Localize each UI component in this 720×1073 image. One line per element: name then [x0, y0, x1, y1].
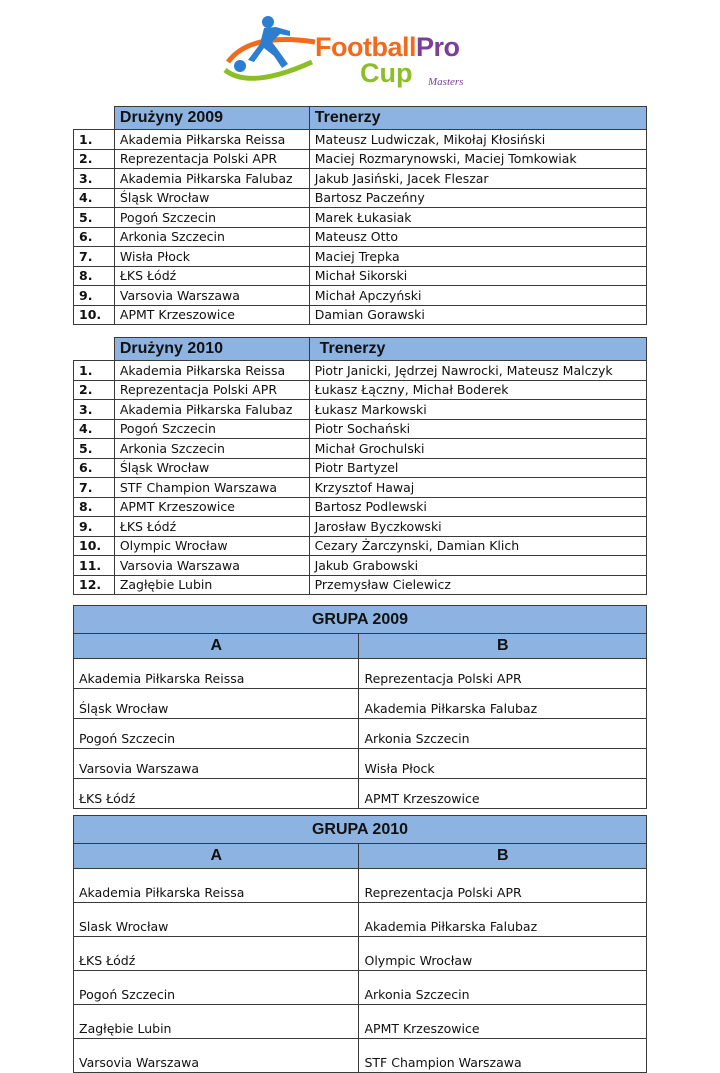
- group-a-team: ŁKS Łódź: [74, 779, 359, 809]
- football-player-icon: [220, 12, 320, 92]
- row-number: 3.: [74, 400, 115, 420]
- team-name: Śląsk Wrocław: [114, 458, 309, 478]
- row-number: 2.: [74, 380, 115, 400]
- teams-2010-header: Drużyny 2010: [114, 338, 309, 361]
- coach-names: Mateusz Otto: [309, 227, 646, 247]
- row-number: 9.: [74, 286, 115, 306]
- table-row: [74, 227, 647, 247]
- group-a-team: Varsovia Warszawa: [74, 1039, 359, 1073]
- table-row: [74, 517, 647, 537]
- row-number: 3.: [74, 169, 115, 189]
- group-2009-title-row: [74, 606, 647, 634]
- group-b-team: Reprezentacja Polski APR: [359, 869, 647, 903]
- team-name: Akademia Piłkarska Reissa: [114, 130, 309, 150]
- table-row: [74, 188, 647, 208]
- coach-names: Piotr Bartyzel: [309, 458, 646, 478]
- team-name: Arkonia Szczecin: [114, 227, 309, 247]
- logo-football: Football: [315, 32, 416, 62]
- coach-names: Marek Łukasiak: [309, 208, 646, 228]
- coach-names: Bartosz Podlewski: [309, 497, 646, 517]
- team-name: Akademia Piłkarska Falubaz: [114, 400, 309, 420]
- row-number: 4.: [74, 188, 115, 208]
- group-2010-col-a: A: [74, 844, 359, 869]
- row-number: 5.: [74, 439, 115, 459]
- table-row: [74, 305, 647, 325]
- group-row: [74, 749, 647, 779]
- table-row: [74, 169, 647, 189]
- table-row: [74, 361, 647, 381]
- group-a-team: Śląsk Wrocław: [74, 689, 359, 719]
- header-blank-cell: [74, 338, 115, 361]
- team-name: Śląsk Wrocław: [114, 188, 309, 208]
- table-row: [74, 419, 647, 439]
- group-row: [74, 869, 647, 903]
- table-row: [74, 458, 647, 478]
- row-number: 10.: [74, 305, 115, 325]
- coach-names: Przemysław Cielewicz: [309, 575, 646, 595]
- table-row: [74, 536, 647, 556]
- table-row: [74, 556, 647, 576]
- group-2010-col-b: B: [359, 844, 647, 869]
- teams-2010-table: [73, 337, 647, 595]
- group-row: [74, 719, 647, 749]
- group-row: [74, 1005, 647, 1039]
- row-number: 6.: [74, 458, 115, 478]
- row-number: 6.: [74, 227, 115, 247]
- team-name: Zagłębie Lubin: [114, 575, 309, 595]
- team-name: Wisła Płock: [114, 247, 309, 267]
- team-name: Varsovia Warszawa: [114, 556, 309, 576]
- row-number: 7.: [74, 247, 115, 267]
- table-row: [74, 380, 647, 400]
- team-name: APMT Krzeszowice: [114, 305, 309, 325]
- group-2009-subheader-row: [74, 634, 647, 659]
- row-number: 5.: [74, 208, 115, 228]
- row-number: 8.: [74, 266, 115, 286]
- group-row: [74, 689, 647, 719]
- group-2009-title: GRUPA 2009: [74, 606, 647, 634]
- teams-2010-header-row: [74, 338, 647, 361]
- group-a-team: Pogoń Szczecin: [74, 971, 359, 1005]
- row-number: 11.: [74, 556, 115, 576]
- team-name: Olympic Wrocław: [114, 536, 309, 556]
- group-row: [74, 903, 647, 937]
- group-b-team: Olympic Wrocław: [359, 937, 647, 971]
- table-row: [74, 575, 647, 595]
- coach-names: Krzysztof Hawaj: [309, 478, 646, 498]
- group-row: [74, 937, 647, 971]
- row-number: 7.: [74, 478, 115, 498]
- group-2009-col-b: B: [359, 634, 647, 659]
- group-a-team: ŁKS Łódź: [74, 937, 359, 971]
- team-name: APMT Krzeszowice: [114, 497, 309, 517]
- row-number: 12.: [74, 575, 115, 595]
- teams-2009-header-row: [74, 107, 647, 130]
- row-number: 10.: [74, 536, 115, 556]
- coach-names: Łukasz Markowski: [309, 400, 646, 420]
- coach-names: Damian Gorawski: [309, 305, 646, 325]
- coach-names: Maciej Rozmarynowski, Maciej Tomkowiak: [309, 149, 646, 169]
- group-b-team: Akademia Piłkarska Falubaz: [359, 903, 647, 937]
- group-a-team: Akademia Piłkarska Reissa: [74, 869, 359, 903]
- team-name: Varsovia Warszawa: [114, 286, 309, 306]
- coach-names: Jakub Jasiński, Jacek Fleszar: [309, 169, 646, 189]
- logo-masters: Masters: [428, 76, 464, 88]
- teams-2009-table: [73, 106, 647, 325]
- team-name: Akademia Piłkarska Reissa: [114, 361, 309, 381]
- group-a-team: Slask Wrocław: [74, 903, 359, 937]
- coach-names: Piotr Janicki, Jędrzej Nawrocki, Mateusz Malczyk: [309, 361, 646, 381]
- group-b-team: Reprezentacja Polski APR: [359, 659, 647, 689]
- table-row: [74, 478, 647, 498]
- group-2010-title-row: [74, 816, 647, 844]
- group-2010-table: [73, 815, 647, 1073]
- group-row: [74, 971, 647, 1005]
- row-number: 4.: [74, 419, 115, 439]
- team-name: Akademia Piłkarska Falubaz: [114, 169, 309, 189]
- group-b-team: APMT Krzeszowice: [359, 779, 647, 809]
- group-a-team: Akademia Piłkarska Reissa: [74, 659, 359, 689]
- team-name: ŁKS Łódź: [114, 266, 309, 286]
- coach-names: Michał Sikorski: [309, 266, 646, 286]
- table-row: [74, 208, 647, 228]
- group-2009-table: [73, 605, 647, 809]
- group-row: [74, 779, 647, 809]
- coach-names: Jarosław Byczkowski: [309, 517, 646, 537]
- coaches-2009-header: Trenerzy: [309, 107, 646, 130]
- table-row: [74, 286, 647, 306]
- header-blank-cell: [74, 107, 115, 130]
- team-name: STF Champion Warszawa: [114, 478, 309, 498]
- group-b-team: Arkonia Szczecin: [359, 971, 647, 1005]
- group-a-team: Varsovia Warszawa: [74, 749, 359, 779]
- coach-names: Michał Apczyński: [309, 286, 646, 306]
- coach-names: Piotr Sochański: [309, 419, 646, 439]
- group-2010-title: GRUPA 2010: [74, 816, 647, 844]
- coach-names: Mateusz Ludwiczak, Mikołaj Kłosiński: [309, 130, 646, 150]
- coach-names: Michał Grochulski: [309, 439, 646, 459]
- row-number: 1.: [74, 130, 115, 150]
- table-row: [74, 247, 647, 267]
- row-number: 1.: [74, 361, 115, 381]
- team-name: Reprezentacja Polski APR: [114, 149, 309, 169]
- group-b-team: STF Champion Warszawa: [359, 1039, 647, 1073]
- group-row: [74, 1039, 647, 1073]
- group-a-team: Zagłębie Lubin: [74, 1005, 359, 1039]
- table-row: [74, 149, 647, 169]
- coach-names: Maciej Trepka: [309, 247, 646, 267]
- coach-names: Bartosz Paczeńny: [309, 188, 646, 208]
- group-b-team: APMT Krzeszowice: [359, 1005, 647, 1039]
- group-b-team: Akademia Piłkarska Falubaz: [359, 689, 647, 719]
- group-b-team: Arkonia Szczecin: [359, 719, 647, 749]
- group-a-team: Pogoń Szczecin: [74, 719, 359, 749]
- table-row: [74, 400, 647, 420]
- logo-pro: Pro: [415, 32, 460, 62]
- row-number: 9.: [74, 517, 115, 537]
- coach-names: Cezary Żarczynski, Damian Klich: [309, 536, 646, 556]
- group-2009-col-a: A: [74, 634, 359, 659]
- team-name: Reprezentacja Polski APR: [114, 380, 309, 400]
- group-b-team: Wisła Płock: [359, 749, 647, 779]
- table-row: [74, 439, 647, 459]
- row-number: 8.: [74, 497, 115, 517]
- table-row: [74, 497, 647, 517]
- team-name: Arkonia Szczecin: [114, 439, 309, 459]
- team-name: Pogoń Szczecin: [114, 419, 309, 439]
- logo-cup: Cup: [360, 58, 413, 88]
- team-name: Pogoń Szczecin: [114, 208, 309, 228]
- group-row: [74, 659, 647, 689]
- team-name: ŁKS Łódź: [114, 517, 309, 537]
- group-2010-subheader-row: [74, 844, 647, 869]
- coaches-2010-header: Trenerzy: [309, 338, 646, 361]
- teams-2009-header: Drużyny 2009: [114, 107, 309, 130]
- row-number: 2.: [74, 149, 115, 169]
- coach-names: Jakub Grabowski: [309, 556, 646, 576]
- coach-names: Łukasz Łączny, Michał Boderek: [309, 380, 646, 400]
- table-row: [74, 130, 647, 150]
- table-row: [74, 266, 647, 286]
- footballpro-cup-logo: [220, 12, 520, 92]
